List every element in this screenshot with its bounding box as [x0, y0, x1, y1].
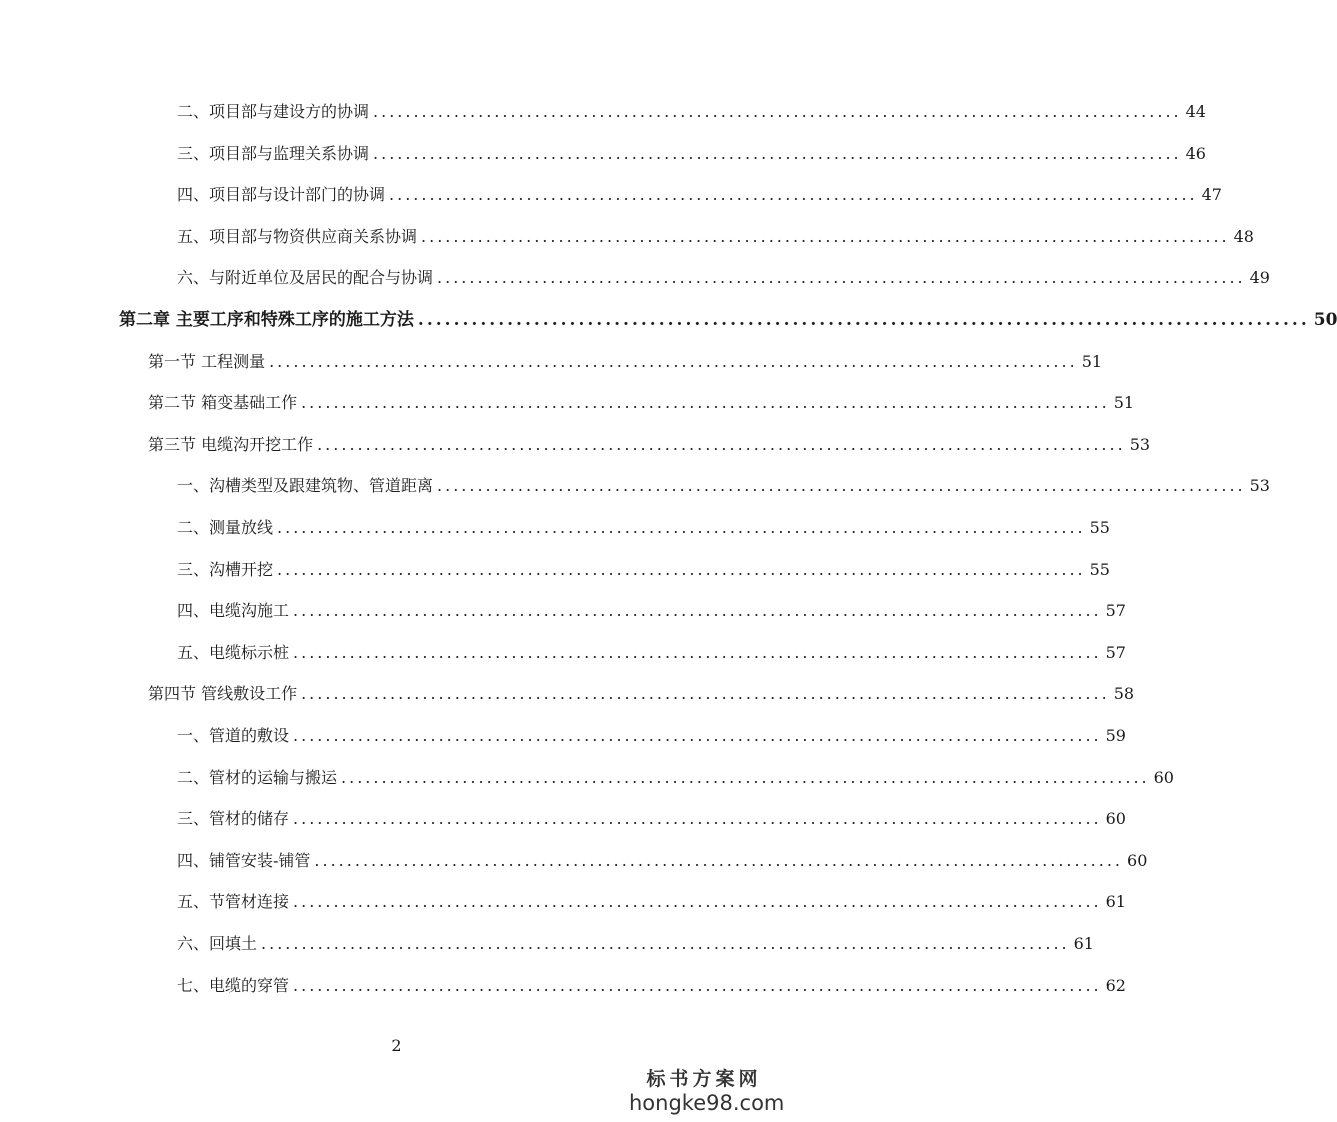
toc-dot-leader: ....................................................................................................	[293, 976, 1102, 995]
toc-entry-title: 二、管材的运输与搬运	[177, 768, 338, 787]
toc-dot-leader: ....................................................................................................	[421, 227, 1230, 246]
toc-entry-section	[148, 389, 1135, 413]
toc-entry-section	[148, 680, 1135, 704]
toc-dot-leader: ....................................................................................................	[277, 560, 1086, 579]
toc-entry-title: 五、项目部与物资供应商关系协调	[177, 227, 418, 246]
toc-entry-page: 60	[1105, 809, 1126, 828]
toc-entry-page: 49	[1249, 268, 1270, 287]
toc-entry-page: 57	[1105, 601, 1126, 620]
toc-entry-page: 55	[1089, 518, 1110, 537]
toc-entry-item	[177, 264, 1270, 288]
toc-entry-item	[177, 972, 1126, 996]
toc-entry-page: 61	[1105, 892, 1126, 911]
toc-entry-section	[148, 348, 1103, 372]
toc-dot-leader: ....................................................................................................	[317, 435, 1126, 454]
toc-entry-title: 二、项目部与建设方的协调	[177, 102, 370, 121]
toc-dot-leader: ....................................................................................................	[269, 352, 1078, 371]
toc-entry-title: 第三节 电缆沟开挖工作	[148, 435, 314, 454]
toc-dot-leader: ....................................................................................................	[293, 726, 1102, 745]
toc-entry-title: 第一节 工程测量	[148, 352, 266, 371]
toc-entry-title: 三、沟槽开挖	[177, 560, 274, 579]
toc-dot-leader: ....................................................................................................	[277, 518, 1086, 537]
toc-entry-title: 六、回填土	[177, 934, 258, 953]
toc-entry-page: 51	[1081, 352, 1103, 371]
toc-entry-chapter	[119, 306, 1337, 330]
page-number: 2	[391, 1036, 402, 1055]
toc-dot-leader: ....................................................................................................	[437, 268, 1246, 287]
toc-entry-item	[177, 930, 1094, 954]
toc-entry-title: 七、电缆的穿管	[177, 976, 290, 995]
toc-entry-title: 一、管道的敷设	[177, 726, 290, 745]
toc-entry-title: 四、电缆沟施工	[177, 601, 290, 620]
toc-entry-title: 第二节 箱变基础工作	[148, 393, 298, 412]
toc-entry-page: 62	[1105, 976, 1126, 995]
toc-entry-item	[177, 514, 1110, 538]
toc-entry-item	[177, 597, 1126, 621]
toc-entry-page: 55	[1089, 560, 1110, 579]
toc-entry-item	[177, 181, 1222, 205]
toc-entry-item	[177, 556, 1110, 580]
toc-entry-item	[177, 722, 1126, 746]
toc-entry-page: 61	[1073, 934, 1094, 953]
toc-dot-leader: ....................................................................................................	[301, 393, 1110, 412]
watermark-url: hongke98.com	[629, 1091, 785, 1115]
toc-entry-page: 58	[1113, 684, 1135, 703]
toc-dot-leader: ....................................................................................................	[373, 144, 1182, 163]
toc-entry-title: 五、节管材连接	[177, 892, 290, 911]
toc-entry-item	[177, 223, 1254, 247]
toc-entry-item	[177, 888, 1126, 912]
toc-entry-page: 53	[1249, 476, 1270, 495]
toc-entry-page: 59	[1105, 726, 1126, 745]
toc-entry-title: 第四节 管线敷设工作	[148, 684, 298, 703]
toc-dot-leader: ....................................................................................................	[293, 809, 1102, 828]
toc-dot-leader: ....................................................................................................	[389, 185, 1198, 204]
toc-dot-leader: ....................................................................................................	[314, 851, 1124, 870]
toc-entry-title: 三、项目部与监理关系协调	[177, 144, 370, 163]
toc-entry-page: 57	[1105, 643, 1126, 662]
toc-entry-item	[177, 805, 1126, 829]
toc-entry-title: 五、电缆标示桩	[177, 643, 290, 662]
watermark	[629, 1068, 785, 1116]
toc-entry-item	[177, 639, 1126, 663]
toc-dot-leader: ....................................................................................................	[373, 102, 1182, 121]
toc-dot-leader: ....................................................................................................	[437, 476, 1246, 495]
toc-dot-leader: ....................................................................................................	[417, 310, 1310, 330]
toc-dot-leader: ....................................................................................................	[293, 892, 1102, 911]
toc-entry-page: 60	[1127, 851, 1148, 870]
toc-entry-title: 三、管材的储存	[177, 809, 290, 828]
toc-dot-leader: ....................................................................................................	[293, 643, 1102, 662]
toc-entry-item	[177, 98, 1206, 122]
toc-entry-title: 四、项目部与设计部门的协调	[177, 185, 386, 204]
toc-entry-item	[177, 764, 1174, 788]
toc-entry-item	[177, 140, 1206, 164]
toc-entry-page: 53	[1129, 435, 1151, 454]
toc-entry-title: 六、与附近单位及居民的配合与协调	[177, 268, 434, 287]
toc-entry-page: 47	[1201, 185, 1222, 204]
toc-entry-section	[148, 431, 1151, 455]
toc-entry-page: 44	[1185, 102, 1206, 121]
toc-entry-title: 四、铺管安装-铺管	[177, 851, 311, 870]
watermark-title: 标书方案网	[646, 1068, 762, 1090]
toc-entry-page: 60	[1153, 768, 1174, 787]
toc-entry-title: 二、测量放线	[177, 518, 274, 537]
toc-entry-title: 第二章 主要工序和特殊工序的施工方法	[119, 310, 414, 330]
toc-dot-leader: ....................................................................................................	[341, 768, 1150, 787]
toc-dot-leader: ....................................................................................................	[261, 934, 1070, 953]
toc-entry-item	[177, 847, 1148, 871]
toc-dot-leader: ....................................................................................................	[301, 684, 1110, 703]
toc-entry-page: 50	[1313, 310, 1337, 330]
toc-entry-title: 一、沟槽类型及跟建筑物、管道距离	[177, 476, 434, 495]
toc-entry-page: 48	[1233, 227, 1254, 246]
toc-entry-page: 51	[1113, 393, 1135, 412]
toc-entry-item	[177, 472, 1270, 496]
toc-entry-page: 46	[1185, 144, 1206, 163]
toc-dot-leader: ....................................................................................................	[293, 601, 1102, 620]
